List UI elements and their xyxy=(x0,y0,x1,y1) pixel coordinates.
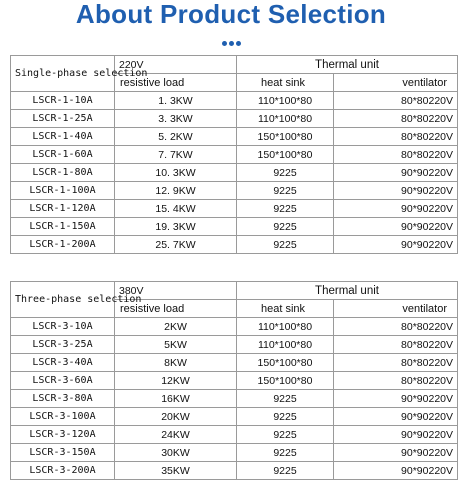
ventilator-cell: 90*90220V xyxy=(334,426,458,444)
table-row xyxy=(11,372,458,390)
model-cell: LSCR-1-25A xyxy=(11,110,115,128)
table-row xyxy=(11,318,458,336)
model-cell: LSCR-3-40A xyxy=(11,354,115,372)
load-cell: 20KW xyxy=(115,408,237,426)
load-cell: 24KW xyxy=(115,426,237,444)
heat-sink-cell: 9225 xyxy=(237,182,334,200)
dot-icon xyxy=(222,41,227,46)
heat-sink-cell: 150*100*80 xyxy=(237,372,334,390)
load-cell: 12KW xyxy=(115,372,237,390)
table-row xyxy=(11,390,458,408)
load-cell: 19. 3KW xyxy=(115,218,237,236)
ventilator-cell: 90*90220V xyxy=(334,236,458,254)
table-row xyxy=(11,200,458,218)
thermal-unit-cell: Thermal unit xyxy=(237,56,458,74)
load-cell: 5KW xyxy=(115,336,237,354)
load-cell: 7. 7KW xyxy=(115,146,237,164)
ventilator-cell: 90*90220V xyxy=(334,200,458,218)
title-dots-decoration xyxy=(0,41,462,46)
ventilator-cell: 80*80220V xyxy=(334,110,458,128)
model-cell: LSCR-3-120A xyxy=(11,426,115,444)
dot-icon xyxy=(236,41,241,46)
heat-sink-cell: 110*100*80 xyxy=(237,110,334,128)
load-cell: 5. 2KW xyxy=(115,128,237,146)
dot-icon xyxy=(229,41,234,46)
model-cell: LSCR-1-10A xyxy=(11,92,115,110)
table-row xyxy=(11,218,458,236)
model-cell: LSCR-3-100A xyxy=(11,408,115,426)
load-cell: 30KW xyxy=(115,444,237,462)
voltage-cell: 220V xyxy=(115,56,237,74)
thermal-unit-cell: Thermal unit xyxy=(237,282,458,300)
table-row xyxy=(11,182,458,200)
model-cell: LSCR-3-200A xyxy=(11,462,115,480)
load-cell: 35KW xyxy=(115,462,237,480)
ventilator-cell: 80*80220V xyxy=(334,128,458,146)
model-cell: LSCR-1-60A xyxy=(11,146,115,164)
load-cell: 1. 3KW xyxy=(115,92,237,110)
table-row xyxy=(11,336,458,354)
model-cell: LSCR-3-150A xyxy=(11,444,115,462)
table-row xyxy=(11,426,458,444)
load-cell: 8KW xyxy=(115,354,237,372)
ventilator-header: ventilator xyxy=(334,300,458,318)
ventilator-cell: 80*80220V xyxy=(334,146,458,164)
model-cell: LSCR-3-25A xyxy=(11,336,115,354)
heat-sink-cell: 9225 xyxy=(237,164,334,182)
ventilator-header: ventilator xyxy=(334,74,458,92)
table-row xyxy=(11,146,458,164)
load-cell: 2KW xyxy=(115,318,237,336)
model-cell: LSCR-1-200A xyxy=(11,236,115,254)
table-row xyxy=(11,92,458,110)
table-row xyxy=(11,408,458,426)
ventilator-cell: 80*80220V xyxy=(334,372,458,390)
model-cell: LSCR-3-80A xyxy=(11,390,115,408)
three-phase-table xyxy=(10,281,458,480)
resistive-load-header: resistive load xyxy=(115,74,237,92)
heat-sink-cell: 110*100*80 xyxy=(237,318,334,336)
table-row xyxy=(11,444,458,462)
table-row xyxy=(11,128,458,146)
page-title: About Product Selection xyxy=(75,0,387,29)
phase-label-cell: Three-phase selection xyxy=(11,282,115,318)
ventilator-cell: 90*90220V xyxy=(334,164,458,182)
phase-label-cell: Single-phase selection xyxy=(11,56,115,92)
heat-sink-cell: 9225 xyxy=(237,408,334,426)
ventilator-cell: 90*90220V xyxy=(334,408,458,426)
heat-sink-cell: 110*100*80 xyxy=(237,92,334,110)
heat-sink-cell: 150*100*80 xyxy=(237,354,334,372)
heat-sink-cell: 9225 xyxy=(237,390,334,408)
heat-sink-cell: 9225 xyxy=(237,426,334,444)
table-row xyxy=(11,354,458,372)
load-cell: 10. 3KW xyxy=(115,164,237,182)
table-row xyxy=(11,164,458,182)
voltage-cell: 380V xyxy=(115,282,237,300)
model-cell: LSCR-1-80A xyxy=(11,164,115,182)
table-row xyxy=(11,236,458,254)
heat-sink-cell: 9225 xyxy=(237,218,334,236)
heat-sink-cell: 150*100*80 xyxy=(237,146,334,164)
ventilator-cell: 80*80220V xyxy=(334,92,458,110)
ventilator-cell: 90*90220V xyxy=(334,182,458,200)
model-cell: LSCR-3-10A xyxy=(11,318,115,336)
ventilator-cell: 90*90220V xyxy=(334,218,458,236)
ventilator-cell: 80*80220V xyxy=(334,318,458,336)
load-cell: 25. 7KW xyxy=(115,236,237,254)
header-row-1 xyxy=(11,282,458,300)
load-cell: 12. 9KW xyxy=(115,182,237,200)
heat-sink-header: heat sink xyxy=(237,300,334,318)
resistive-load-header: resistive load xyxy=(115,300,237,318)
ventilator-cell: 90*90220V xyxy=(334,390,458,408)
model-cell: LSCR-3-60A xyxy=(11,372,115,390)
heat-sink-cell: 9225 xyxy=(237,236,334,254)
model-cell: LSCR-1-100A xyxy=(11,182,115,200)
model-cell: LSCR-1-120A xyxy=(11,200,115,218)
load-cell: 15. 4KW xyxy=(115,200,237,218)
heat-sink-cell: 110*100*80 xyxy=(237,336,334,354)
heat-sink-cell: 9225 xyxy=(237,462,334,480)
heat-sink-cell: 9225 xyxy=(237,200,334,218)
single-phase-table xyxy=(10,55,458,254)
ventilator-cell: 90*90220V xyxy=(334,444,458,462)
header-row-1 xyxy=(11,56,458,74)
load-cell: 16KW xyxy=(115,390,237,408)
ventilator-cell: 80*80220V xyxy=(334,354,458,372)
heat-sink-cell: 9225 xyxy=(237,444,334,462)
table-row xyxy=(11,110,458,128)
model-cell: LSCR-1-40A xyxy=(11,128,115,146)
load-cell: 3. 3KW xyxy=(115,110,237,128)
heat-sink-header: heat sink xyxy=(237,74,334,92)
ventilator-cell: 90*90220V xyxy=(334,462,458,480)
table-row xyxy=(11,462,458,480)
model-cell: LSCR-1-150A xyxy=(11,218,115,236)
ventilator-cell: 80*80220V xyxy=(334,336,458,354)
heat-sink-cell: 150*100*80 xyxy=(237,128,334,146)
